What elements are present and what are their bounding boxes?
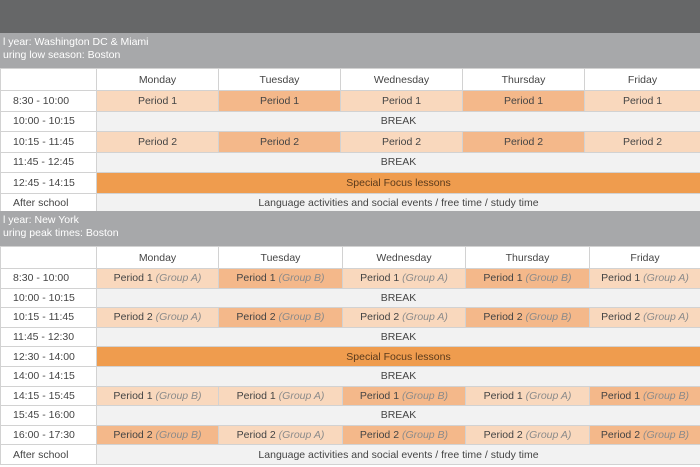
table-row (1, 288, 700, 308)
day-header-tuesday: Tuesday (219, 69, 341, 91)
period-cell (343, 308, 466, 328)
group-label: (Group A) (402, 311, 448, 324)
day-header-wednesday: Wednesday (341, 69, 463, 91)
period-label: Period 1 (113, 272, 153, 285)
period-label: Period 1 (359, 389, 400, 402)
table-row (1, 327, 700, 347)
group-label: (Group B) (642, 429, 690, 442)
period-cell (590, 386, 700, 406)
period-cell: Period 2 (585, 132, 700, 153)
section-1-title: l year: Washington DC & Miami (3, 36, 149, 48)
period-label: Period 1 (483, 272, 523, 285)
period-label: Period 2 (359, 429, 400, 442)
group-label: (Group A) (643, 311, 689, 324)
group-label: (Group B) (278, 272, 325, 285)
period-cell (590, 269, 700, 289)
period-label: Period 1 (601, 272, 641, 285)
day-header-thursday: Thursday (466, 247, 590, 269)
break-cell: BREAK (97, 288, 700, 308)
period-cell (343, 269, 466, 289)
time-cell: 10:00 - 10:15 (1, 111, 97, 132)
period-label: Period 2 (483, 429, 523, 442)
group-label: (Group B) (401, 429, 449, 442)
period-cell (590, 308, 700, 328)
break-cell: BREAK (97, 406, 700, 426)
break-cell: BREAK (97, 327, 700, 347)
special-focus-cell: Special Focus lessons (97, 347, 700, 367)
period-label: Period 1 (236, 389, 276, 402)
period-cell (97, 386, 219, 406)
day-header-monday: Monday (97, 69, 219, 91)
period-cell (466, 308, 590, 328)
time-cell: 14:00 - 14:15 (1, 366, 97, 386)
time-cell: 10:15 - 11:45 (1, 132, 97, 153)
time-cell: 15:45 - 16:00 (1, 406, 97, 426)
day-header-thursday: Thursday (463, 69, 585, 91)
time-cell: After school (1, 445, 97, 465)
activities-cell: Language activities and social events / free time / study time (97, 445, 700, 465)
time-cell: After school (1, 193, 97, 214)
time-cell: 10:00 - 10:15 (1, 288, 97, 308)
group-label: (Group A) (278, 429, 325, 442)
group-label: (Group A) (155, 272, 202, 285)
time-cell: 11:45 - 12:45 (1, 152, 97, 173)
group-label: (Group B) (525, 311, 572, 324)
table-row (1, 132, 700, 153)
day-header-monday: Monday (97, 247, 219, 269)
group-label: (Group A) (278, 389, 325, 402)
special-focus-cell: Special Focus lessons (97, 173, 700, 194)
table-row (1, 425, 700, 445)
table-row (1, 406, 700, 426)
period-label: Period 1 (600, 389, 641, 402)
period-cell: Period 1 (341, 91, 463, 112)
time-cell: 16:00 - 17:30 (1, 425, 97, 445)
period-cell (97, 269, 219, 289)
group-label: (Group B) (278, 311, 325, 324)
period-cell (97, 425, 219, 445)
period-cell: Period 1 (585, 91, 700, 112)
period-label: Period 2 (600, 429, 641, 442)
period-cell: Period 2 (97, 132, 219, 153)
period-cell: Period 1 (97, 91, 219, 112)
table-row (1, 111, 700, 132)
time-cell: 14:15 - 15:45 (1, 386, 97, 406)
corner-cell (1, 69, 97, 91)
table-row (1, 366, 700, 386)
period-label: Period 2 (360, 311, 400, 324)
period-cell (97, 308, 219, 328)
period-cell (343, 425, 466, 445)
group-label: (Group B) (642, 389, 690, 402)
break-cell: BREAK (97, 366, 700, 386)
period-label: Period 1 (483, 389, 523, 402)
period-cell (466, 386, 590, 406)
section-1-subtitle: uring low season: Boston (3, 49, 121, 61)
group-label: (Group B) (401, 389, 449, 402)
table-row (1, 347, 700, 367)
period-cell: Period 2 (219, 132, 341, 153)
break-cell: BREAK (97, 111, 700, 132)
section-2-title: l year: New York (3, 214, 79, 226)
schedule-table-2 (0, 246, 700, 465)
period-cell (219, 269, 343, 289)
group-label: (Group A) (525, 429, 572, 442)
period-label: Period 2 (601, 311, 641, 324)
table-row (1, 173, 700, 194)
table-row (1, 269, 700, 289)
period-cell (466, 425, 590, 445)
table-row (1, 152, 700, 173)
time-cell: 12:30 - 14:00 (1, 347, 97, 367)
break-cell: BREAK (97, 152, 700, 173)
table-row (1, 445, 700, 465)
period-label: Period 2 (113, 429, 153, 442)
section-header-2 (0, 211, 700, 246)
day-header-friday: Friday (585, 69, 700, 91)
table-header-row (1, 247, 700, 269)
time-cell: 8:30 - 10:00 (1, 269, 97, 289)
table-row (1, 386, 700, 406)
activities-cell: Language activities and social events / free time / study time (97, 193, 700, 214)
group-label: (Group A) (402, 272, 448, 285)
period-cell: Period 1 (219, 91, 341, 112)
period-label: Period 1 (236, 272, 276, 285)
day-header-wednesday: Wednesday (343, 247, 466, 269)
time-cell: 10:15 - 11:45 (1, 308, 97, 328)
period-label: Period 1 (113, 389, 153, 402)
period-label: Period 2 (236, 311, 276, 324)
period-cell (343, 386, 466, 406)
group-label: (Group A) (155, 311, 202, 324)
period-cell: Period 2 (463, 132, 585, 153)
table-row (1, 308, 700, 328)
time-cell: 8:30 - 10:00 (1, 91, 97, 112)
section-2-subtitle: uring peak times: Boston (3, 227, 119, 239)
day-header-tuesday: Tuesday (219, 247, 343, 269)
period-label: Period 2 (113, 311, 153, 324)
section-header-1 (0, 33, 700, 68)
day-header-friday: Friday (590, 247, 700, 269)
time-cell: 12:45 - 14:15 (1, 173, 97, 194)
table-row (1, 91, 700, 112)
table-header-row (1, 69, 700, 91)
period-cell: Period 1 (463, 91, 585, 112)
period-label: Period 2 (236, 429, 276, 442)
group-label: (Group B) (525, 272, 572, 285)
period-label: Period 1 (360, 272, 400, 285)
period-cell (219, 386, 343, 406)
period-cell (590, 425, 700, 445)
time-cell: 11:45 - 12:30 (1, 327, 97, 347)
period-cell (219, 308, 343, 328)
group-label: (Group A) (525, 389, 572, 402)
schedule-table-1 (0, 68, 700, 214)
group-label: (Group A) (643, 272, 689, 285)
period-label: Period 2 (483, 311, 523, 324)
group-label: (Group B) (155, 429, 202, 442)
top-bar (0, 0, 700, 33)
group-label: (Group B) (155, 389, 202, 402)
period-cell: Period 2 (341, 132, 463, 153)
period-cell (466, 269, 590, 289)
period-cell (219, 425, 343, 445)
corner-cell (1, 247, 97, 269)
